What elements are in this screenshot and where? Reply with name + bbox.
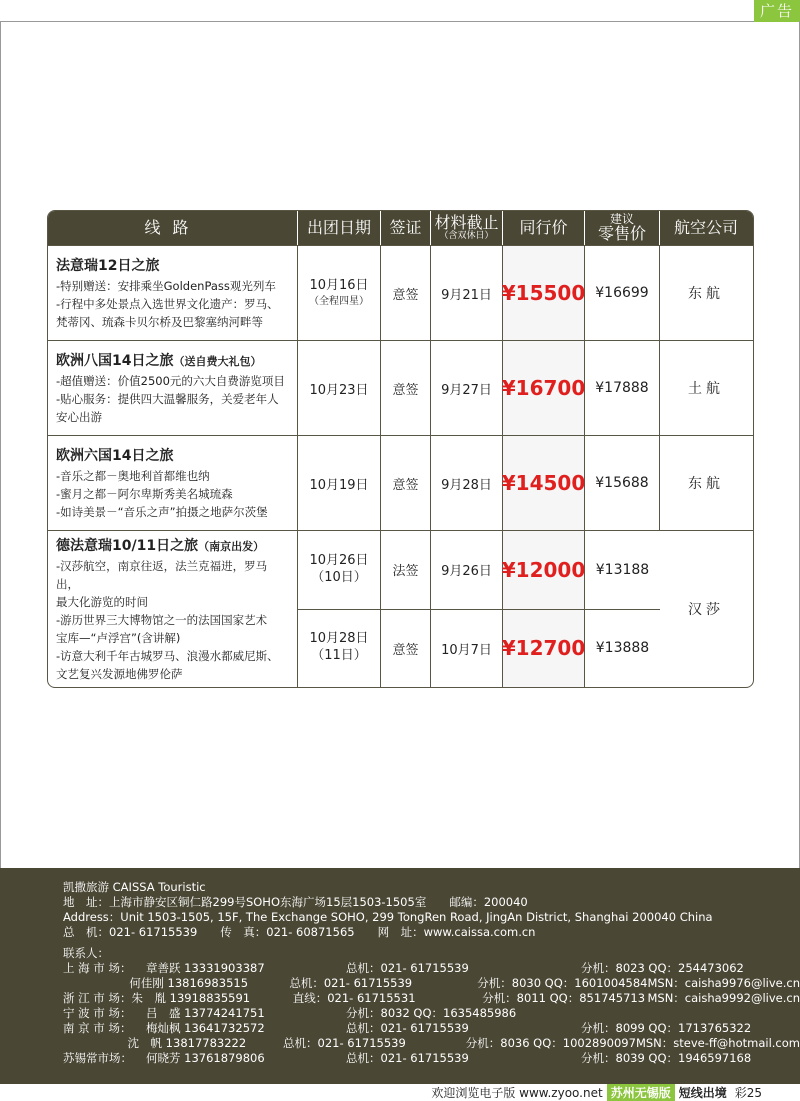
edition-badge: 苏州无锡版 [607,1084,675,1101]
contact-tel: 直线：021- 61715531 [292,991,416,1005]
contacts-label: 联系人： [63,946,109,960]
route-note: （南京出发） [198,540,265,553]
left-rule [0,21,1,869]
contact-tel: 总机：021- 61715539 [289,976,413,990]
deadline: 9月27日 [431,341,503,435]
route-line: 宝库—“卢浮宫”(含讲解) [56,631,181,645]
retail-price: ¥13188 [595,561,650,578]
header-deadline-sub: （含双休日） [439,230,494,241]
contact-row [63,1006,800,1021]
route-line: -贴心服务：提供四大温馨服务，关爱老年人 [56,392,279,406]
depart-date-main: 10月28日 [309,631,369,647]
contact-ext: 分机：8011 QQ：851745713 [482,991,646,1005]
market [63,1036,128,1051]
contact-row [63,1021,800,1036]
contact-ext: 分机：8036 QQ：1002890097 [465,1036,636,1050]
visa: 意签 [381,341,431,435]
contact-ext: 分机：8023 QQ：254473062 [581,961,744,975]
route-line: 梵蒂冈、琉森卡贝尔桥及巴黎塞纳河畔等 [56,315,263,329]
header-retail-bottom: 零售价 [597,223,646,243]
phone-line: 总 机：021- 61715539 传 真：021- 60871565 网 址：www.caissa.com.cn [63,925,536,939]
contact-row [63,1036,800,1051]
depart-date-sub: （全程四星） [309,295,369,307]
ad-tag: 广告 [754,0,800,22]
depart-date [298,610,381,688]
depart-date-sub: （10日） [311,569,367,585]
contact-row [63,961,800,976]
contact-tel: 总机：021- 61715539 [346,961,469,975]
route-cell [48,246,298,340]
retail-price: ¥17888 [585,341,660,435]
header-depart-date: 出团日期 [298,211,381,245]
route-line: 文艺复兴发源地佛罗伦萨 [56,667,183,681]
header-airline: 航空公司 [673,217,738,237]
header-route: 线路 [48,211,298,245]
contact-msn: MSN：caisha9976@live.cn [647,976,800,990]
depart-date-sub: （11日） [311,648,367,664]
route-line: 最大化游览的时间 [56,595,148,609]
contact-person: 何佳刚 13816983515 [129,976,249,990]
visa: 意签 [381,436,431,530]
market: 南 京 市 场： [63,1021,132,1035]
tour-price-table [47,210,754,688]
route-cell [48,436,298,530]
trade-price: ¥12000 [503,531,585,609]
contact-person: 吕 盛 13774241751 [146,1006,265,1020]
company-name: 凯撒旅游 CAISSA Touristic [63,880,206,894]
page-number: 彩25 [734,1085,762,1100]
route-cell [48,531,298,687]
airline: 东航 [688,286,724,302]
route-line: -行程中多处景点入选世界文化遗产：罗马、 [56,297,279,311]
contact-tel: 总机：021- 61715539 [346,1021,469,1035]
contact-person: 梅灿枫 13641732572 [146,1021,265,1035]
route-title: 欧洲六国14日之旅 [56,448,174,464]
contact-msn: MSN：steve-ff@hotmail.com [635,1036,800,1050]
visa: 法签 [381,531,431,609]
route-cell [48,341,298,435]
depart-date: 10月23日 [298,341,381,435]
retail-price: ¥16699 [585,246,660,340]
contact-person: 朱 胤 13918835591 [131,991,251,1005]
route-title: 法意瑞12日之旅 [56,258,160,274]
contact-ext: 分机：8099 QQ：1713765322 [581,1021,752,1035]
contact-row [63,991,800,1006]
route-line: -超值赠送：价值2500元的六大自费游览项目 [56,374,285,388]
contact-person: 沈 帆 13817783222 [127,1036,247,1050]
contact-row [63,1051,800,1066]
route-line: -蜜月之都－阿尔卑斯秀美名城琉森 [56,487,233,501]
retail-price: ¥15688 [585,436,660,530]
market [63,976,129,991]
deadline: 9月21日 [431,246,503,340]
sub-row [298,531,660,609]
airline: 东航 [688,476,724,492]
contact-ext: 分机：8030 QQ：1601004584 [477,976,648,990]
sub-row [298,609,660,688]
route-line: 安心出游 [56,410,102,424]
trade-price: ¥14500 [503,436,585,530]
trade-price: ¥15500 [503,246,585,340]
welcome-link[interactable]: 欢迎浏览电子版 www.zyoo.net [431,1085,603,1100]
route-line: -如诗美景－“音乐之声”拍摄之地萨尔茨堡 [56,505,268,519]
airline: 汉莎 [688,602,724,618]
contact-tel: 总机：021- 61715539 [283,1036,406,1050]
table-row [48,340,753,435]
contact-footer [0,868,800,1084]
route-note: （送自费大礼包） [173,355,262,368]
trade-price: ¥16700 [503,341,585,435]
header-retail-price [585,211,660,245]
contact-tel: 总机：021- 61715539 [346,1051,469,1065]
top-rule [0,21,754,22]
airline: 土航 [688,381,724,397]
contact-row [63,976,800,991]
contact-msn: MSN：caisha9992@live.cn [647,991,800,1005]
deadline: 9月28日 [431,436,503,530]
market: 浙 江 市 场： [63,991,132,1005]
table-row [48,530,753,687]
header-deadline-label: 材料截止 [434,212,499,232]
deadline: 10月7日 [431,610,503,688]
trade-price: ¥12700 [503,610,585,688]
depart-date [298,531,381,609]
route-line: -音乐之都－奥地利首都维也纳 [56,469,210,483]
header-deadline [431,211,503,245]
route-line: -访意大利千年古城罗马、浪漫水都威尼斯、 [56,649,279,663]
visa: 意签 [381,610,431,688]
header-trade-price: 同行价 [503,211,585,245]
market: 苏锡常市场： [63,1051,132,1065]
header-visa: 签证 [381,211,431,245]
sub-rows [298,531,660,687]
table-row [48,435,753,530]
route-line: -游历世界三大博物馆之一的法国国家艺术 [56,613,268,627]
address-cn: 地 址：上海市静安区铜仁路299号SOHO东海广场15层1503-1505室 邮编：200040 [63,895,528,909]
table-row [48,245,753,340]
deadline: 9月26日 [431,531,503,609]
page-footer-bar [0,1084,800,1100]
address-en: Address：Unit 1503-1505, 15F, The Exchange SOHO, 299 TongRen Road, JingAn District, Shanghai 200040 China [63,910,713,924]
section-name: 短线出境 [678,1085,727,1100]
contact-tel: 分机：8032 QQ：1635485986 [346,1006,517,1020]
depart-date-main: 10月16日 [309,278,369,294]
route-title: 欧洲八国14日之旅（送自费大礼包） [56,353,262,369]
route-line: -汉莎航空，南京往返，法兰克福进，罗马出， [56,559,268,591]
market: 上 海 市 场： [63,961,132,975]
depart-date: 10月19日 [298,436,381,530]
contact-ext: 分机：8039 QQ：1946597168 [581,1051,752,1065]
route-title: 德法意瑞10/11日之旅（南京出发） [56,538,265,554]
depart-date [298,246,381,340]
route-line: -特别赠送：安排乘坐GoldenPass观光列车 [56,279,276,293]
depart-date-main: 10月26日 [309,552,369,568]
contact-person: 章善跃 13331903387 [146,961,265,975]
table-header [48,211,753,245]
header-retail-top: 建议 [609,212,634,227]
market: 宁 波 市 场： [63,1006,132,1020]
retail-price: ¥13888 [595,640,650,657]
visa: 意签 [381,246,431,340]
contact-person: 何晓芳 13761879806 [146,1051,265,1065]
